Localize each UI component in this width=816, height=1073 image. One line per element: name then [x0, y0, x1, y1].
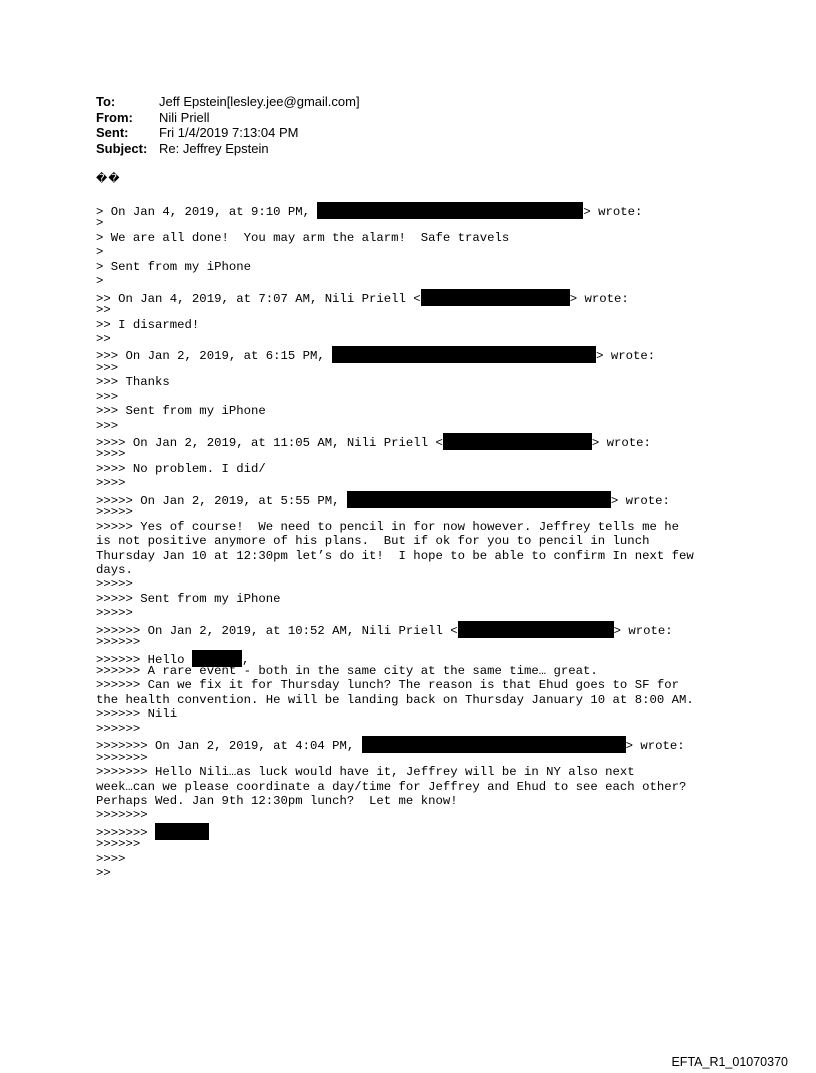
body-line: >: [96, 245, 104, 260]
body-line: [96, 433, 694, 450]
to-label: To:: [96, 94, 116, 109]
line-text: > wrote:: [613, 623, 673, 638]
body-line: >: [96, 216, 104, 231]
sent-row: [96, 125, 360, 141]
body-line: >>>>>: [96, 505, 133, 520]
from-label: From:: [96, 109, 133, 125]
body-line: Thursday Jan 10 at 12:30pm let’s do it! I hope to be able to confirm In next few: [96, 548, 694, 563]
body-line: week…can we please coordinate a day/time for Jeffrey and Ehud to see each other?: [96, 779, 687, 794]
body-line: [96, 823, 694, 840]
body-line: >>>: [96, 360, 119, 375]
line-text: > wrote:: [569, 291, 629, 306]
line-text: >>>>> On Jan 2, 2019, at 5:55 PM,: [96, 493, 347, 508]
subject-label: Subject:: [96, 140, 148, 156]
body-line: [96, 736, 694, 754]
line-text: > wrote:: [596, 349, 656, 364]
body-line: [96, 346, 694, 364]
body-line: >>>>>>> Hello Nili…as luck would have it, Jeffrey will be in NY also next: [96, 765, 635, 780]
body-line: [96, 202, 694, 219]
subject-row: [96, 141, 360, 157]
body-line: >>>>>>: [96, 721, 141, 736]
subject-value: Re: Jeffrey Epstein: [159, 140, 269, 156]
body-line: >>>>: [96, 476, 126, 491]
redaction-box: [347, 491, 611, 508]
body-line: >>>>>> A rare event - both in the same city at the same time… great.: [96, 664, 598, 678]
garbled-characters: ��: [96, 172, 121, 185]
line-text: > On Jan 4, 2019, at 9:10 PM,: [96, 205, 318, 219]
body-line: >>: [96, 866, 111, 881]
to-row: [96, 94, 360, 110]
body-line: >> I disarmed!: [96, 317, 200, 332]
line-text: >>>>>> On Jan 2, 2019, at 10:52 AM, Nili Priell <: [96, 623, 458, 638]
body-line: >>: [96, 303, 111, 318]
line-text: >>>> On Jan 2, 2019, at 11:05 AM, Nili Priell <: [96, 436, 443, 450]
line-text: > wrote:: [610, 493, 670, 508]
body-line: >>>>>>: [96, 837, 141, 852]
email-body: [96, 202, 694, 881]
sent-value: Fri 1/4/2019 7:13:04 PM: [159, 125, 299, 140]
line-text: >>> On Jan 2, 2019, at 6:15 PM,: [96, 349, 333, 364]
body-line: >>>>>>>: [96, 808, 148, 823]
redaction-box: [421, 289, 570, 306]
to-value: Jeff Epstein[lesley.jee@gmail.com]: [159, 94, 360, 109]
line-text: >>>>>>> On Jan 2, 2019, at 4:04 PM,: [96, 739, 362, 754]
body-line: >>>>: [96, 447, 126, 462]
redaction-box: [317, 202, 583, 219]
from-row: [96, 110, 360, 126]
sent-label: Sent:: [96, 125, 129, 140]
body-line: >>>>>>>: [96, 750, 148, 765]
redaction-box: [332, 346, 596, 363]
body-line: [96, 650, 694, 667]
line-text: ,: [241, 652, 250, 667]
body-line: >>>: [96, 389, 119, 404]
line-text: > wrote:: [583, 205, 643, 219]
line-text: > wrote:: [591, 436, 651, 450]
body-line: > Sent from my iPhone: [96, 259, 251, 274]
body-line: >>>>>>: [96, 635, 141, 650]
line-text: >> On Jan 4, 2019, at 7:07 AM, Nili Priell <: [96, 291, 421, 306]
body-line: days.: [96, 562, 133, 577]
body-line: >: [96, 274, 104, 289]
body-line: the health convention. He will be landing back on Thursday January 10 at 8:00 AM.: [96, 692, 694, 707]
body-line: >>>>>: [96, 577, 133, 592]
body-line: [96, 289, 694, 306]
email-header: [96, 94, 360, 156]
body-line: >>>>>> Nili: [96, 707, 178, 722]
body-line: is not positive anymore of his plans. But if ok for you to pencil in lunch: [96, 534, 650, 549]
redaction-box: [155, 823, 209, 840]
body-line: Perhaps Wed. Jan 9th 12:30pm lunch? Let me know!: [96, 793, 458, 808]
body-line: >>> Sent from my iPhone: [96, 404, 266, 419]
body-line: [96, 491, 694, 508]
body-line: >>> Thanks: [96, 375, 170, 390]
body-line: [96, 621, 694, 638]
redaction-box: [362, 736, 626, 753]
body-line: >>: [96, 331, 111, 346]
line-text: >>>>>>>: [96, 825, 156, 840]
line-text: >>>>>> Hello: [96, 652, 192, 667]
body-line: >>>: [96, 418, 119, 433]
body-line: >>>> No problem. I did/: [96, 461, 266, 476]
body-line: >>>>> Sent from my iPhone: [96, 591, 281, 606]
line-text: > wrote:: [625, 739, 685, 754]
body-line: >>>>> Yes of course! We need to pencil in for now however. Jeffrey tells me he: [96, 519, 679, 534]
body-line: > We are all done! You may arm the alarm! Safe travels: [96, 230, 510, 245]
document-id: EFTA_R1_01070370: [671, 1055, 788, 1069]
from-value: Nili Priell: [159, 109, 210, 125]
body-line: >>>>: [96, 851, 126, 866]
body-line: >>>>>> Can we fix it for Thursday lunch? The reason is that Ehud goes to SF for: [96, 678, 679, 693]
body-line: >>>>>: [96, 606, 133, 621]
redaction-box: [458, 621, 614, 638]
redaction-box: [443, 433, 592, 450]
